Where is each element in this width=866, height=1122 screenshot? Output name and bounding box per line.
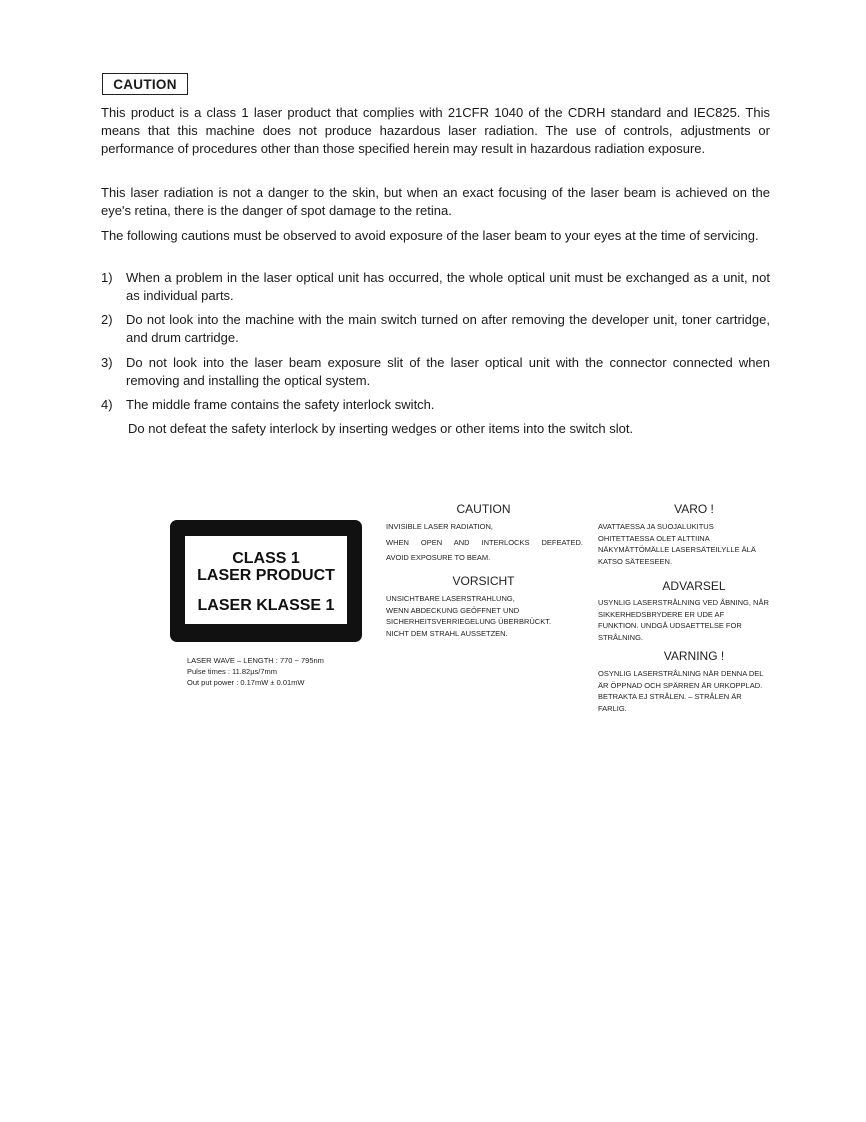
spec-power: Out put power : 0.17mW ± 0.01mW <box>187 678 305 687</box>
caution-list-item-4 <box>101 396 770 414</box>
label-laser-product: LASER PRODUCT <box>197 567 335 584</box>
list-number: 2) <box>101 312 113 327</box>
warning-caution-text <box>386 521 583 564</box>
warning-line: STRÅLNING. <box>598 632 644 642</box>
list-number: 1) <box>101 270 113 285</box>
warning-line: FUNKTION. UNDGÅ UDSAETTELSE FOR <box>598 621 742 630</box>
interlock-note: Do not defeat the safety interlock by inserting wedges or other items into the switch slot. <box>128 421 634 436</box>
list-item-text: Do not look into the laser beam exposure slit of the laser optical unit with the connector connected when removing and installing the optical system. <box>126 355 770 388</box>
warning-varo-title: VARO ! <box>674 502 714 516</box>
warning-line: AVATTAESSA JA SUOJALUKITUS <box>598 522 714 531</box>
list-number: 3) <box>101 355 113 370</box>
label-laser-klasse: LASER KLASSE 1 <box>197 597 335 614</box>
list-item-text: Do not look into the machine with the main switch turned on after removing the developer unit, toner cartridge, and drum cartridge. <box>126 312 770 345</box>
warning-line: OSYNLIG LASERSTRÅLNING NÄR DENNA DEL <box>598 669 764 678</box>
warning-line: SICHERHEITSVERRIEGELUNG ÜBERBRÜCKT. <box>386 617 552 626</box>
warning-line: AVOID EXPOSURE TO BEAM. <box>386 553 491 562</box>
laser-specs <box>187 655 324 688</box>
caution-list-item-1 <box>101 269 770 305</box>
warning-line: SIKKERHEDSBRYDERE ER UDE AF <box>598 609 725 619</box>
warning-line: USYNLIG LASERSTRÅLNING VED ÅBNING, NÅR <box>598 598 769 607</box>
paragraph-class1-compliance: This product is a class 1 laser product that complies with 21CFR 1040 of the CDRH standard and IEC825. This means that this machine does not produce hazardous laser radiation. The use of controls, adjustments or performance of procedures other than those specified herein may result in hazardous radiation exposure. <box>101 105 770 156</box>
warning-advarsel-text <box>598 597 794 643</box>
list-number: 4) <box>101 397 113 412</box>
caution-list-item-2 <box>101 311 770 347</box>
warning-line: WHEN OPEN AND INTERLOCKS DEFEATED. <box>386 537 583 547</box>
warning-varning-text <box>598 668 792 714</box>
list-item-text: When a problem in the laser optical unit has occurred, the whole optical unit must be exchanged as a unit, not as individual parts. <box>126 270 770 303</box>
caution-heading: CAUTION <box>102 73 188 95</box>
warning-line: KATSO SÄTEESEEN. <box>598 556 673 566</box>
warning-line: NICHT DEM STRAHL AUSSETZEN. <box>386 628 508 638</box>
warning-line: INVISIBLE LASER RADIATION, <box>386 522 493 531</box>
warning-varning-title: VARNING ! <box>663 649 725 663</box>
list-item-text: The middle frame contains the safety interlock switch. <box>126 397 435 412</box>
warning-advarsel-title: ADVARSEL <box>662 579 726 593</box>
warning-line: OHITETTAESSA OLET ALTTIINA <box>598 533 710 543</box>
warning-line: NÄKYMÄTTÖMÄLLE LASERSÄTEILYLLE ÄLÄ <box>598 545 756 554</box>
warning-line: ÄR ÖPPNAD OCH SPÄRREN ÄR URKOPPLAD. <box>598 680 763 690</box>
laser-class-label-inner <box>185 536 347 624</box>
warning-varo-text <box>598 521 788 567</box>
warning-line: BETRAKTA EJ STRÅLEN. – STRÅLEN ÄR <box>598 692 742 701</box>
warning-line: FARLIG. <box>598 703 627 713</box>
warning-vorsicht-text <box>386 593 586 639</box>
warning-line: UNSICHTBARE LASERSTRAHLUNG, <box>386 594 515 603</box>
paragraph-servicing-cautions: The following cautions must be observed to avoid exposure of the laser beam to your eyes at the time of servicing. <box>101 228 759 243</box>
caution-list-item-3 <box>101 354 770 390</box>
laser-class-label <box>170 520 362 642</box>
paragraph-retina-danger: This laser radiation is not a danger to the skin, but when an exact focusing of the laser beam is achieved on the eye's retina, there is the danger of spot damage to the retina. <box>101 185 770 218</box>
warning-vorsicht-title: VORSICHT <box>452 574 515 588</box>
warning-line: WENN ABDECKUNG GEÖFFNET UND <box>386 605 520 615</box>
label-class-1: CLASS 1 <box>232 550 300 567</box>
spec-wavelength: LASER WAVE – LENGTH : 770 ~ 795nm <box>187 656 324 665</box>
spec-pulse: Pulse times : 11.82µs/7mm <box>187 667 278 676</box>
warning-caution-title: CAUTION <box>456 502 511 516</box>
